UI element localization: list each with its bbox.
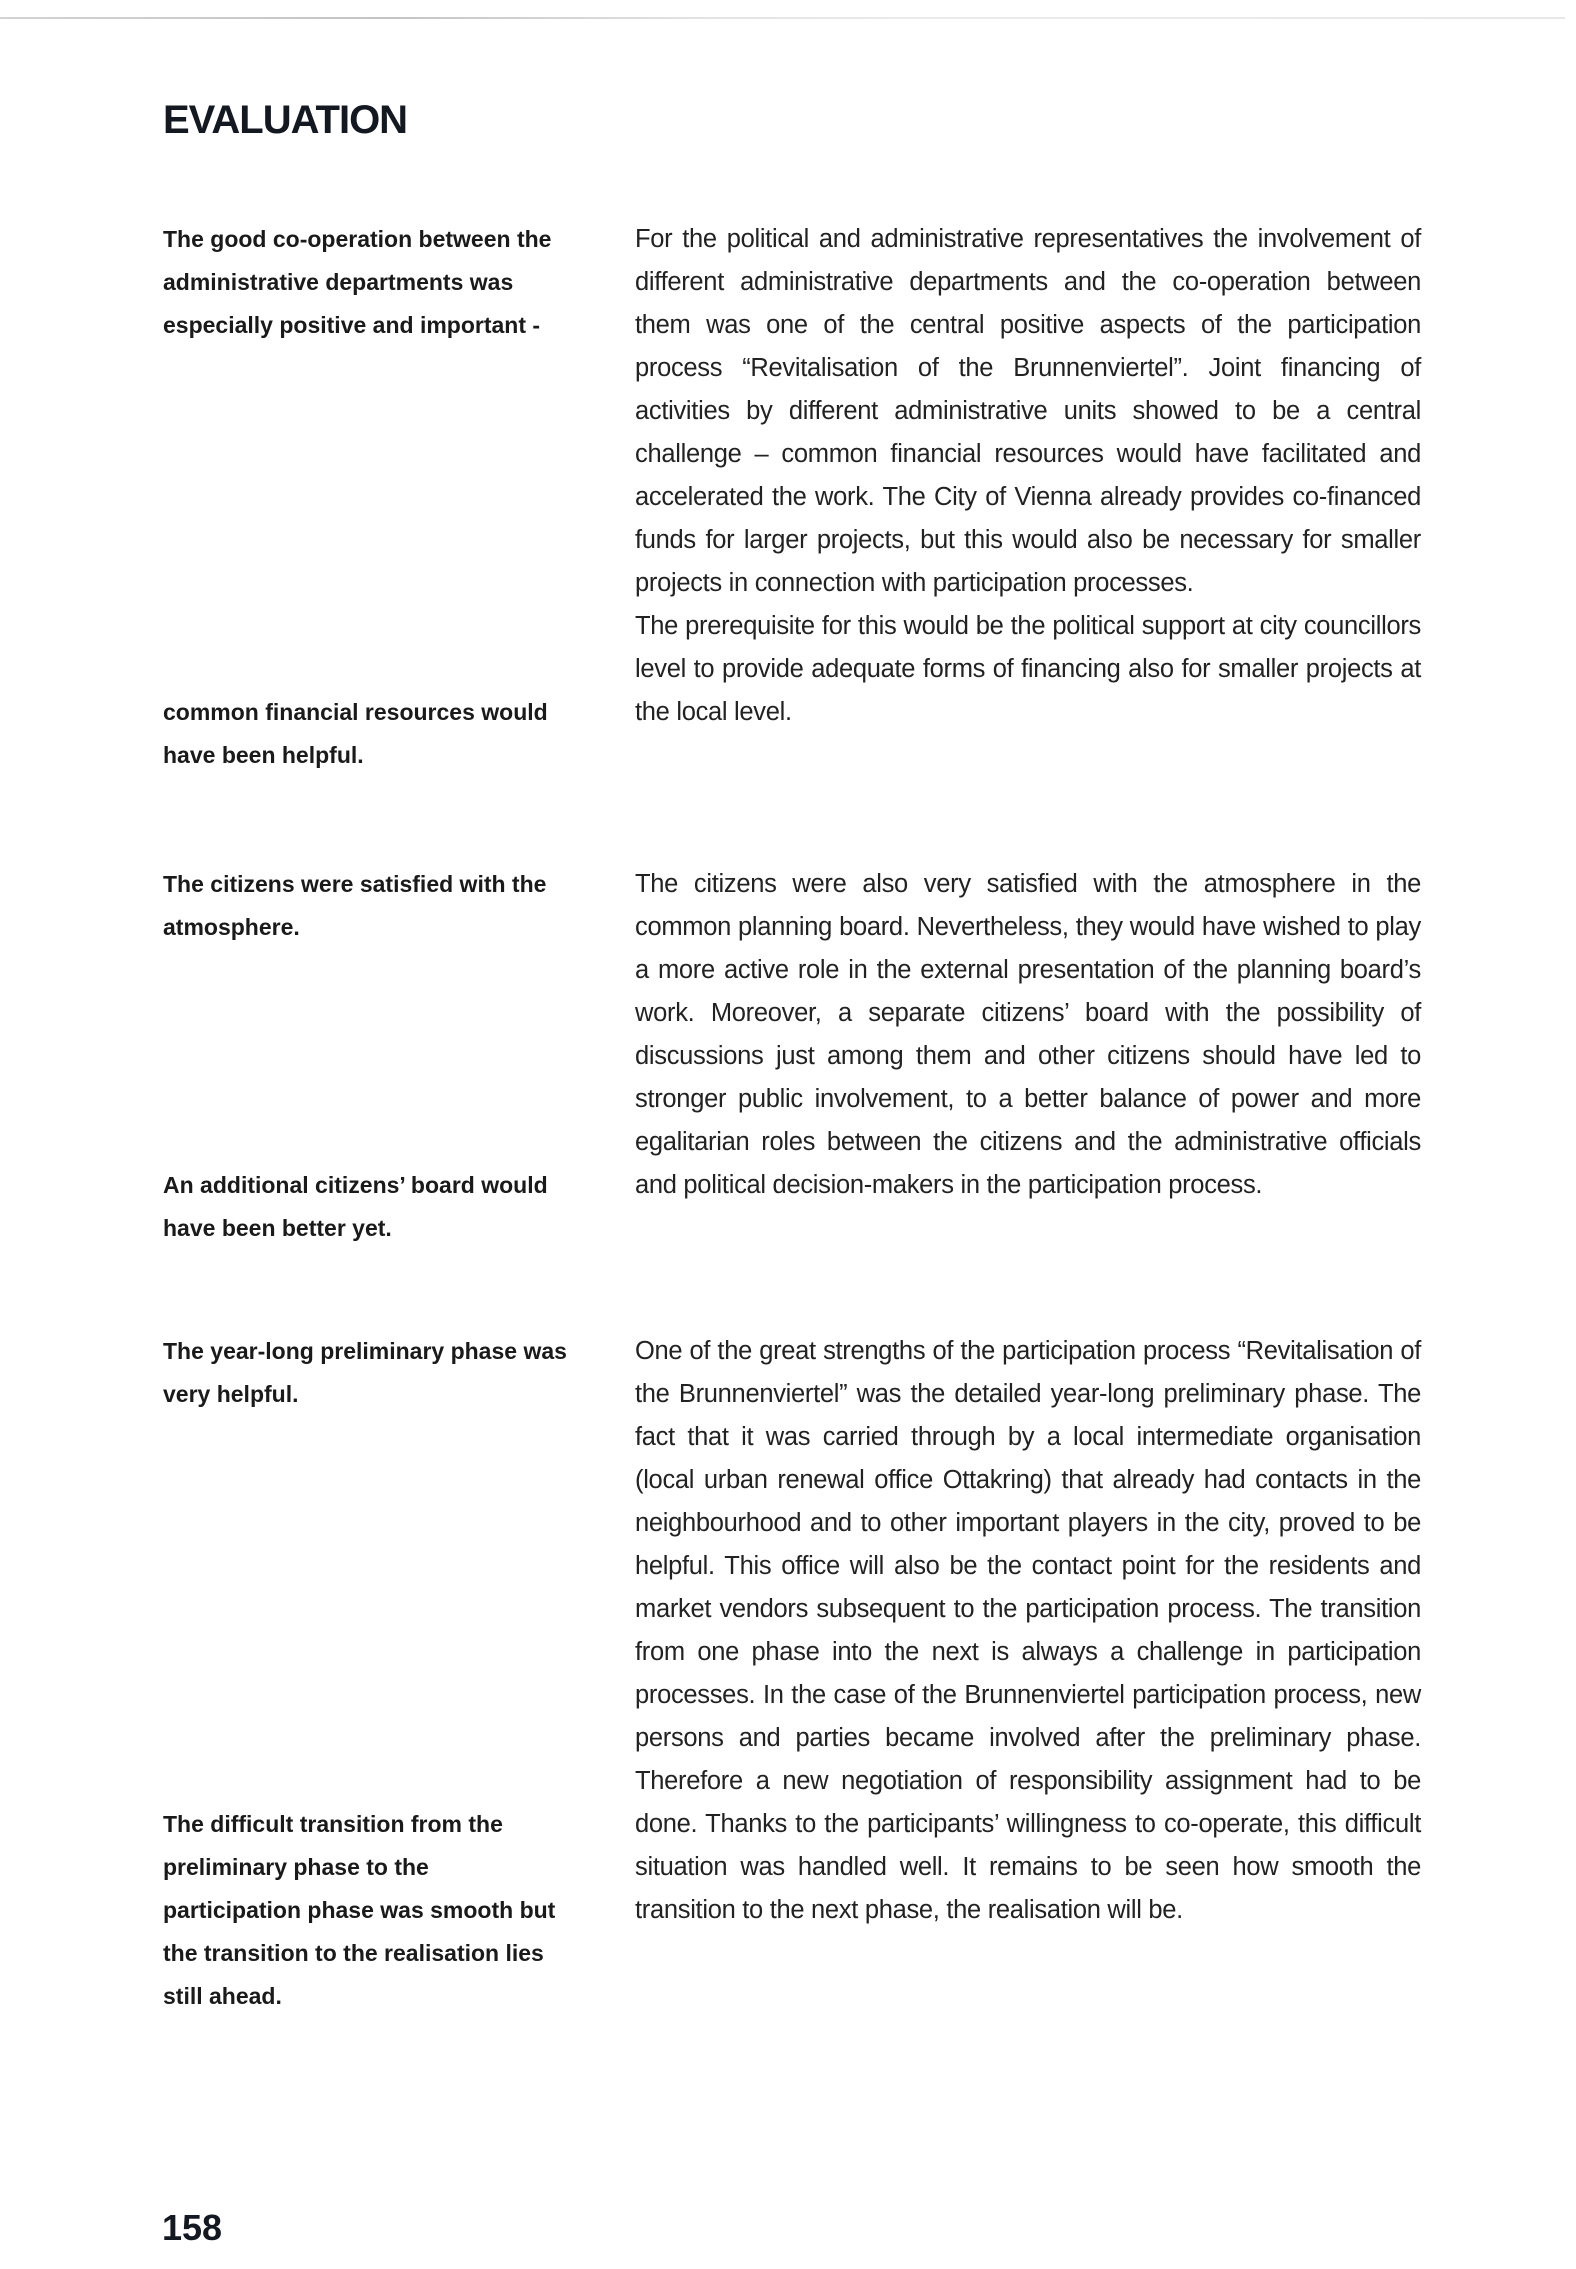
- side-note: The year-long preliminary phase was very helpful.: [163, 1338, 567, 1407]
- scan-top-rule: [0, 17, 1565, 19]
- side-note: The citizens were satisfied with the atmosphere.: [163, 871, 547, 940]
- body-text-column: [635, 863, 1421, 1207]
- body-paragraph: For the political and administrative representatives the involvement of different administrative departments and the co-operation between them was one of the central positive aspects of the participation process “Revitalisation of the Brunnenviertel”. Joint financing of activities by different administrative units showed to be a central challenge – common financial resources would have facilitated and accelerated the work. The City of Vienna already provides co-financed funds for larger projects, but this would also be necessary for smaller projects in connection with participation processes.: [635, 225, 1421, 597]
- evaluation-section-citizens: [0, 863, 1576, 1263]
- evaluation-section-cooperation: [0, 218, 1576, 778]
- page-number: 158: [162, 2207, 223, 2248]
- side-note: common financial resources would have been helpful.: [163, 699, 548, 768]
- evaluation-section-preliminary-phase: [0, 1330, 1576, 2030]
- side-note: An additional citizens’ board would have been better yet.: [163, 1172, 548, 1241]
- side-note: The good co-operation between the administrative departments was especially positive and important -: [163, 226, 552, 338]
- body-text-column: [635, 1330, 1421, 1932]
- body-paragraph: The citizens were also very satisfied with the atmosphere in the common planning board. Nevertheless, they would have wished to play a more active role in the external presentation of the planning board’s work. Moreover, a separate citizens’ board with the possibility of discussions just among them and other citizens should have led to stronger public involvement, to a better balance of power and more egalitarian roles between the citizens and the administrative officials and political decision-makers in the participation process.: [635, 870, 1421, 1199]
- side-note: The difficult transition from the preliminary phase to the participation phase was smooth but the transition to the realisation lies still ahead.: [163, 1811, 556, 2009]
- body-paragraph: One of the great strengths of the participation process “Revitalisation of the Brunnenviertel” was the detailed year-long preliminary phase. The fact that it was carried through by a local intermediate organisation (local urban renewal office Ottakring) that already had contacts in the neighbourhood and to other important players in the city, proved to be helpful. This office will also be the contact point for the residents and market vendors subsequent to the participation process. The transition from one phase into the next is always a challenge in participation processes. In the case of the Brunnenviertel participation process, new persons and parties became involved after the preliminary phase. Therefore a new negotiation of responsibility assignment had to be done. Thanks to the participants’ willingness to co-operate, this difficult situation was handled well. It remains to be seen how smooth the transition to the next phase, the realisation will be.: [635, 1337, 1421, 1924]
- body-paragraph: The prerequisite for this would be the political support at city councillors level to provide adequate forms of financing also for smaller projects at the local level.: [635, 612, 1421, 726]
- body-text-column: [635, 218, 1421, 734]
- page-title: EVALUATION: [163, 98, 408, 142]
